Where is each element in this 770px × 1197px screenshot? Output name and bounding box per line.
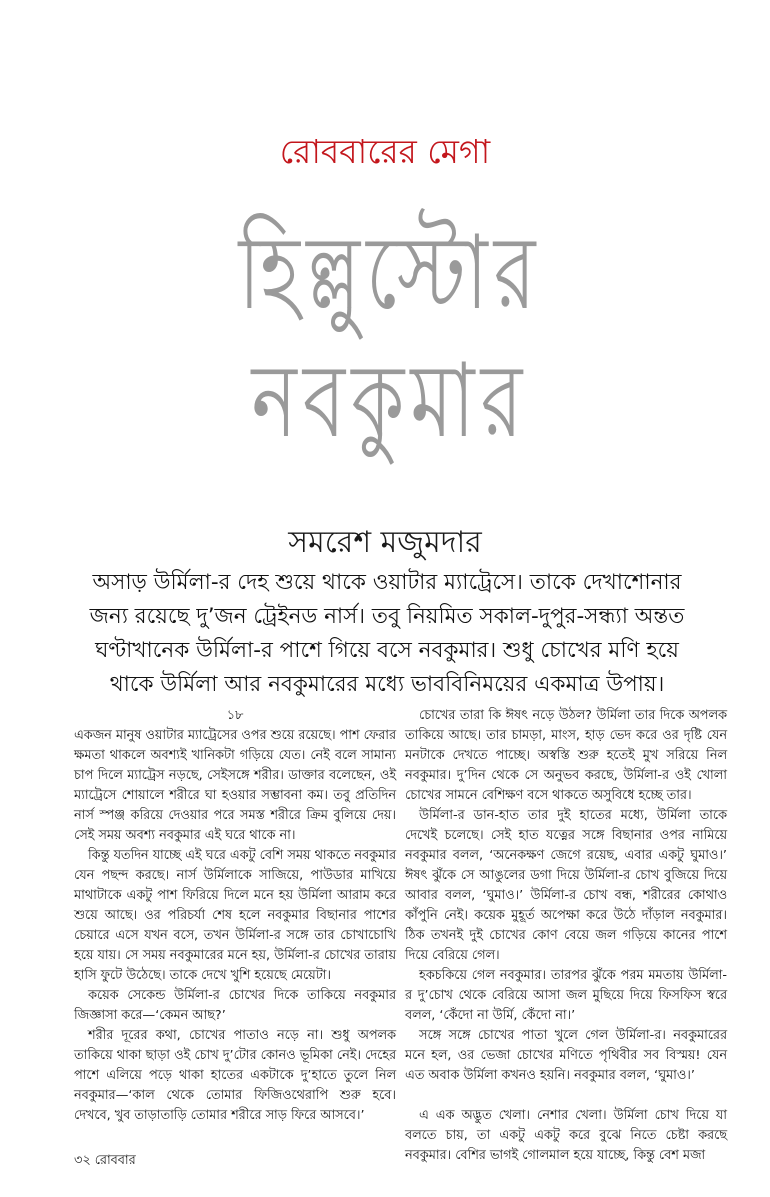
page-footer: ৩২ রোববার (74, 1153, 136, 1168)
chapter-marker: ১৮ (226, 708, 244, 723)
body-paragraph: কিন্তু যতদিন যাচ্ছে এই ঘরে একটু বেশি সময় থাকতে নবকুমার যেন পছন্দ করছে। নার্স উর্মিলাকে সাজিয়ে, পাউডার মাখিয়ে মাথাটাকে একটু পাশ ফিরিয়ে দিলে মনে হয় উর্মিলা আরাম করে শুয়ে আছে। ওর পরিচর্যা শেষ হলে নবকুমার বিছানার পাশের চেয়ারে এসে যখন বসে, তখন উর্মিলা-র সঙ্গে তার চোখাচোখি হয়ে যায়। সে সময় নবকুমারের মনে হয়, উর্মিলা-র চোখের তারায় হাসি ফুটে উঠেছে। তাকে দেখে খুশি হয়েছে মেয়েটা। (74, 848, 396, 983)
intro-blurb: অসাড় উর্মিলা-র দেহ শুয়ে থাকে ওয়াটার ম্যাট্রেসে। তাকে দেখাশোনার জন্য রয়েছে দু’জন ট্রেইনড নার্স। তবু নিয়মিত সকাল-দুপুর-সন্ধ্যা অন্তত ঘণ্টাখানেক উর্মিলা-র পাশে গিয়ে বসে নবকুমার। শুধু চোখের মণি হয়ে থাকে উর্মিলা আর নবকুমারের মধ্যে ভাববিনিময়ের একমাত্র উপায়। (89, 570, 685, 697)
right-text-column (405, 706, 727, 1166)
body-paragraph: কয়েক সেকেন্ড উর্মিলা-র চোখের দিকে তাকিয়ে নবকুমার জিজ্ঞাসা করে—‘কেমন আছ?’ (74, 988, 396, 1023)
story-title-line-1: হিল্লুস্টোর (238, 212, 542, 333)
body-paragraph: হকচকিয়ে গেল নবকুমার। তারপর ঝুঁকে পরম মমতায় উর্মিলা-র দু’চোখ থেকে বেরিয়ে আসা জল মুছিয়ে দিয়ে ফিসফিস স্বরে বলল, ‘কেঁদো না উর্মি, কেঁদো না।’ (405, 968, 727, 1023)
left-text-column (74, 706, 396, 1126)
body-paragraph: শরীর দূরের কথা, চোখের পাতাও নড়ে না। শুধু অপলক তাকিয়ে থাকা ছাড়া ওই চোখ দু’টোর কোনও ভূমিকা নেই। দেহের পাশে এলিয়ে পড়ে থাকা হাতের একটাকে দু’হাতে তুলে নিল নবকুমার—‘কাল থেকে তোমার ফিজিওথেরাপি শুরু হবে। দেখবে, খুব তাড়াতাড়ি তোমার শরীরে সাড় ফিরে আসবে।’ (74, 1028, 396, 1123)
body-paragraph: একজন মানুষ ওয়াটার ম্যাট্রেসের ওপর শুয়ে রয়েছে। পাশ ফেরার ক্ষমতা থাকলে অবশ্যই খানিকটা গড়িয়ে যেত। নেই বলে সামান্য চাপ দিলে ম্যাট্রেস নড়ছে, সেইসঙ্গে শরীর। ডাক্তার বলেছেন, ওই ম্যাট্রেসে শোয়ালে শরীরে ঘা হওয়ার সম্ভাবনা কম। তবু প্রতিদিন নার্স স্পঞ্জ করিয়ে দেওয়ার পরে সমস্ত শরীরে ক্রিম বুলিয়ে দেয়। সেই সময় অবশ্য নবকুমার এই ঘরে থাকে না। (74, 728, 396, 843)
body-paragraph: এ এক অদ্ভুত খেলা। নেশার খেলা। উর্মিলা চোখ দিয়ে যা বলতে চায়, তা একটু একটু করে বুঝে নিতে চেষ্টা করছে নবকুমার। বেশির ভাগই গোলমাল হয়ে যাচ্ছে, কিন্তু বেশ মজা (405, 1108, 727, 1163)
author-name: সমরেশ মজুমদার (288, 525, 482, 560)
body-paragraph: উর্মিলা-র ডান-হাত তার দুই হাতের মধ্যে, উর্মিলা তাকে দেখেই চলেছে। সেই হাত যত্নের সঙ্গে বিছানার ওপর নামিয়ে নবকুমার বলল, ‘অনেকক্ষণ জেগে রয়েছ, এবার একটু ঘুমাও।’ ঈষৎ ঝুঁকে সে আঙুলের ডগা দিয়ে উর্মিলা-র চোখ বুজিয়ে দিয়ে আবার বলল, ‘ঘুমাও।’ উর্মিলা-র চোখ বন্ধ, শরীরের কোথাও কাঁপুনি নেই। কয়েক মুহূর্ত অপেক্ষা করে উঠে দাঁড়াল নবকুমার। ঠিক তখনই দুই চোখের কোণ বেয়ে জল গড়িয়ে কানের পাশে দিয়ে বেরিয়ে গেল। (405, 808, 727, 963)
series-kicker: রোববারের মেগা (279, 132, 491, 171)
body-paragraph: সঙ্গে সঙ্গে চোখের পাতা খুলে গেল উর্মিলা-র। নবকুমারের মনে হল, ওর ভেজা চোখের মণিতে পৃথিবীর সব বিস্ময়! যেন এত অবাক উর্মিলা কখনও হয়নি। নবকুমার বলল, ‘ঘুমাও।’ (405, 1028, 727, 1083)
story-title-line-2: নবকুমার (251, 340, 529, 461)
story-title-art (200, 198, 580, 483)
body-paragraph: চোখের তারা কি ঈষৎ নড়ে উঠল? উর্মিলা তার দিকে অপলক তাকিয়ে আছে। তার চামড়া, মাংস, হাড় ভেদ করে ওর দৃষ্টি যেন মনটাকে দেখতে পাচ্ছে। অস্বস্তি শুরু হতেই মুখ সরিয়ে নিল নবকুমার। দু’দিন থেকে সে অনুভব করছে, উর্মিলা-র ওই খোলা চোখের সামনে বেশিক্ষণ বসে থাকতে অসুবিধে হচ্ছে তার। (405, 708, 727, 803)
